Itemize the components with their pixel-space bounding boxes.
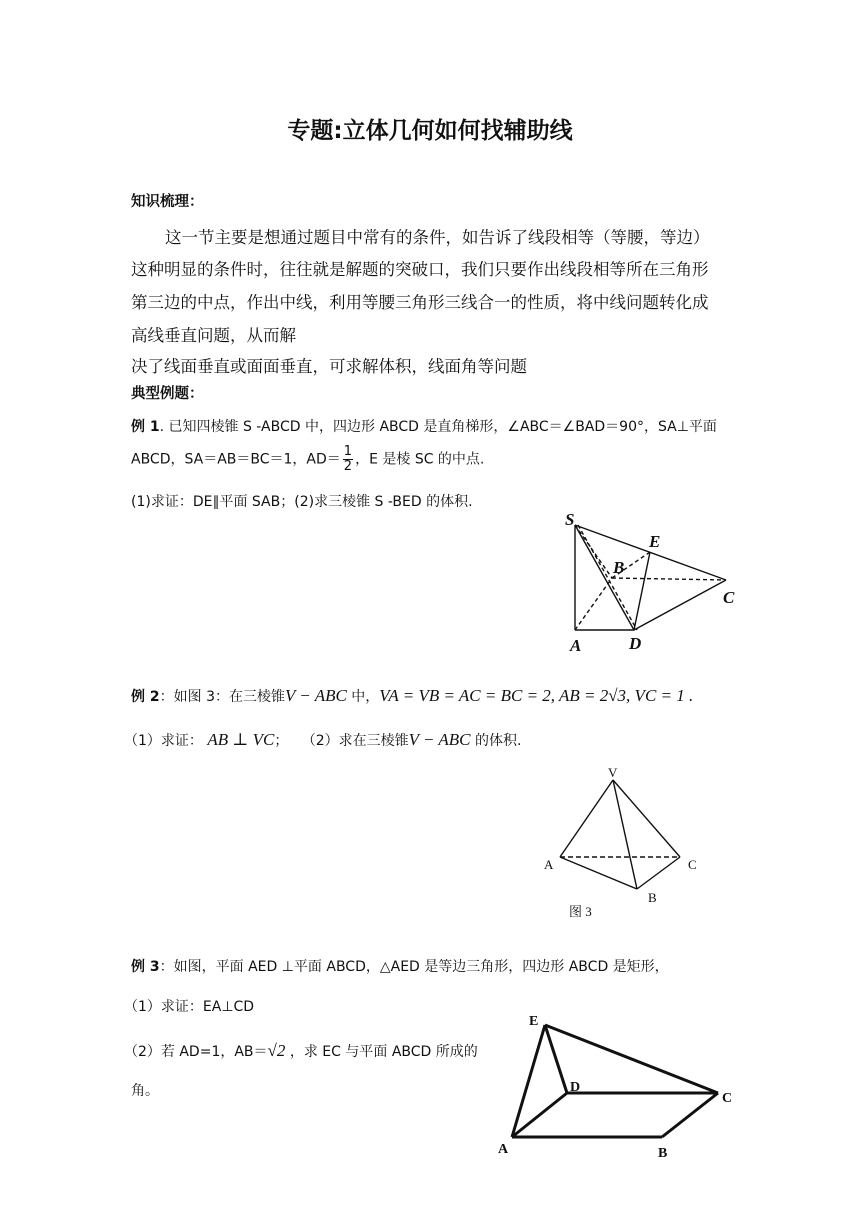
ex3-question-1: （1）求证：EA⊥CD xyxy=(124,999,255,1015)
ex2-text-b: 中， xyxy=(351,689,380,705)
ex3-line-1 xyxy=(131,956,669,976)
ex3-label-b: B xyxy=(658,1146,668,1161)
ex2-figure-caption: 图 3 xyxy=(569,904,592,919)
ex1-label-s: S xyxy=(565,510,575,529)
knowledge-line-2: 这种明显的条件时，往往就是解题的突破口，我们只要作出线段相等所在三角形 xyxy=(131,260,709,279)
ex2-q1-math: AB ⊥ VC xyxy=(207,730,275,749)
ex2-math-1: V − ABC xyxy=(284,686,347,705)
ex2-label-v: V xyxy=(608,765,618,780)
ex2-q2-math: V − ABC xyxy=(408,730,471,749)
knowledge-line-5: 决了线面垂直或面面垂直，可求解体积，线面角等问题 xyxy=(131,357,527,376)
ex1-label-e: E xyxy=(649,532,661,551)
ex2-q2-a: （2）求在三棱锥 xyxy=(301,733,409,749)
ex1-text-2a: ABCD，SA＝AB＝BC＝1，AD＝ xyxy=(131,451,341,468)
ex2-label: 例 2 xyxy=(131,689,160,705)
ex3-label-d: D xyxy=(570,1080,581,1095)
ex3-q2-a: （2）若 AD=1，AB＝ xyxy=(124,1044,268,1060)
knowledge-heading: 知识梳理： xyxy=(131,194,204,210)
ex1-text-1: . 已知四棱锥 S -ABCD 中，四边形 ABCD 是直角梯形，∠ABC＝∠BAD＝90°，SA⊥平面 xyxy=(159,419,717,435)
ex2-figure xyxy=(540,765,700,925)
ex3-label: 例 3 xyxy=(131,959,160,975)
examples-heading: 典型例题： xyxy=(131,386,204,402)
ex3-q2-math: √2 xyxy=(267,1041,286,1060)
ex2-label-b: B xyxy=(648,890,657,905)
ex1-text-2b: ，E 是棱 SC 的中点. xyxy=(355,451,485,468)
ex2-text-a: ：如图 3：在三棱锥 xyxy=(159,689,285,705)
page-title: 专题:立体几何如何找辅助线 xyxy=(287,118,573,144)
knowledge-line-1: 这一节主要是想通过题目中常有的条件，如告诉了线段相等（等腰，等边） xyxy=(165,228,710,247)
ex3-question-2 xyxy=(124,1041,478,1061)
ex2-line-1 xyxy=(131,686,693,706)
ex1-line-1 xyxy=(131,416,717,436)
ex2-line-2 xyxy=(124,730,521,750)
ex3-question-2-cont: 角。 xyxy=(131,1083,159,1099)
ex1-label-d: D xyxy=(629,634,642,653)
ex1-label-b: B xyxy=(613,558,625,577)
ex3-figure xyxy=(490,1005,750,1165)
ex1-label: 例 1 xyxy=(131,419,160,435)
ex1-label-c: C xyxy=(723,588,735,607)
ex1-fraction: $\frac{1}{2}$ xyxy=(343,444,353,474)
knowledge-line-4: 高线垂直问题，从而解 xyxy=(131,326,296,345)
ex1-figure xyxy=(560,505,750,655)
ex3-label-e: E xyxy=(529,1014,539,1029)
ex1-question: (1)求证：DE∥平面 SAB；(2)求三棱锥 S -BED 的体积. xyxy=(131,494,473,510)
ex1-line-2 xyxy=(131,445,484,474)
ex3-label-c: C xyxy=(722,1091,733,1106)
ex1-label-a: A xyxy=(570,636,582,655)
ex2-q1-b: ； xyxy=(274,733,289,749)
ex2-label-c: C xyxy=(688,857,697,872)
ex2-math-2: VA = VB = AC = BC = 2, AB = 2√3, VC = 1 . xyxy=(379,686,694,705)
ex2-q2-b: 的体积. xyxy=(474,733,522,749)
knowledge-line-3: 第三边的中点，作出中线，利用等腰三角形三线合一的性质，将中线问题转化成 xyxy=(131,293,709,312)
ex2-q1-a: （1）求证： xyxy=(124,733,203,749)
ex3-q2-b: ，求 EC 与平面 ABCD 所成的 xyxy=(289,1044,478,1060)
ex3-text-1: ：如图，平面 AED ⊥平面 ABCD，△AED 是等边三角形，四边形 ABCD 是矩形， xyxy=(159,959,669,975)
ex3-label-a: A xyxy=(498,1142,509,1157)
ex2-label-a: A xyxy=(544,857,554,872)
